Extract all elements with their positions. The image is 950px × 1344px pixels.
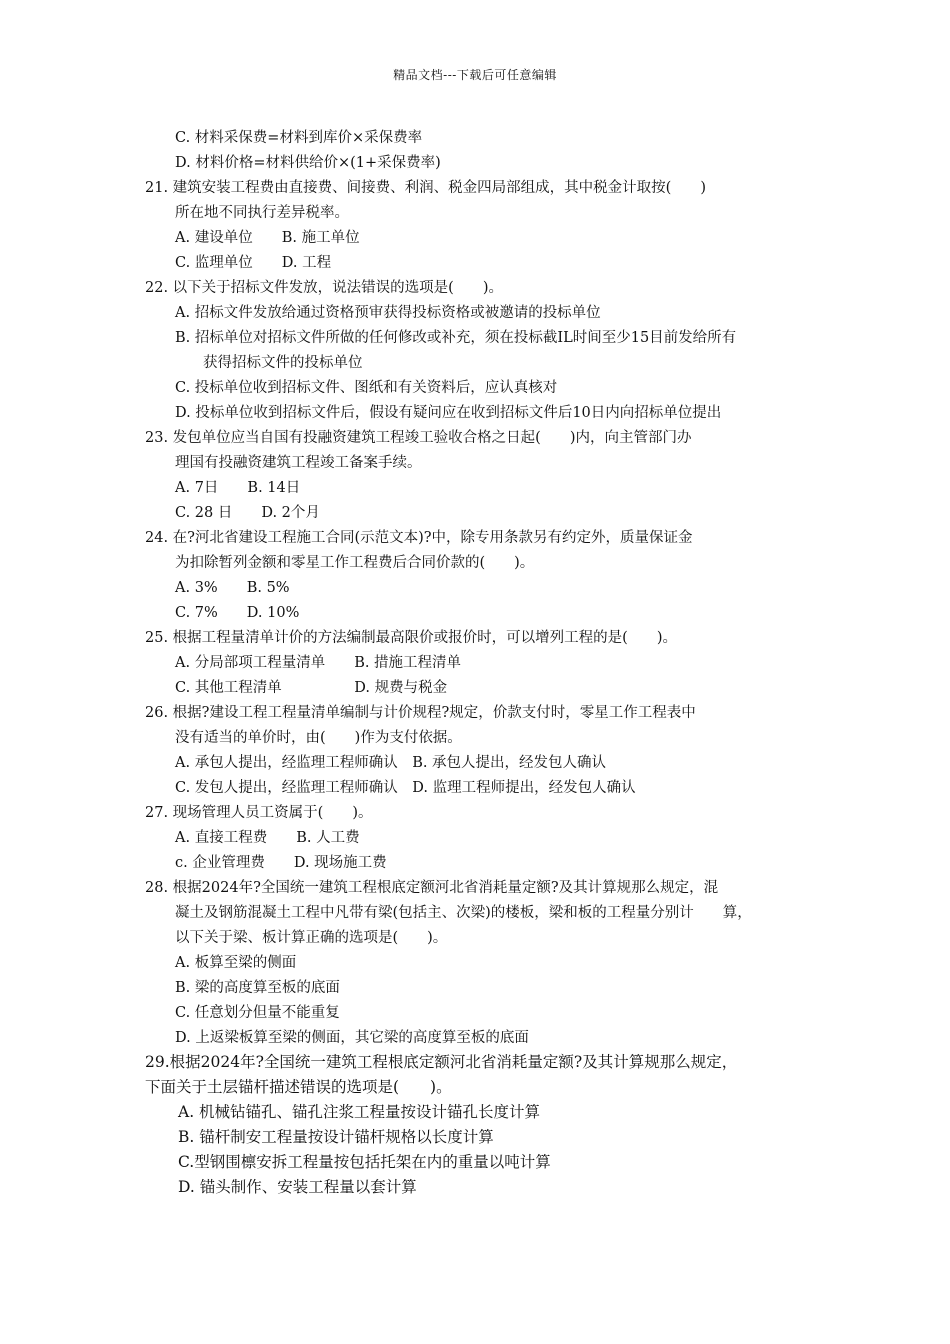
question-24: 24. 在?河北省建设工程施工合同(示范文本)?中，除专用条款另有约定外，质量保证金	[145, 530, 693, 546]
option-line: A. 承包人提出，经监理工程师确认 B. 承包人提出，经发包人确认	[175, 755, 607, 771]
question-21: 21. 建筑安装工程费由直接费、间接费、利润、税金四局部组成，其中税金计取按( )	[145, 180, 706, 196]
question-22: 22. 以下关于招标文件发放，说法错误的选项是( )。	[145, 280, 503, 296]
option-line: A. 板算至梁的侧面	[175, 955, 297, 971]
option-line: D. 上返梁板算至梁的侧面，其它梁的高度算至板的底面	[175, 1030, 529, 1046]
question-line: 没有适当的单价时，由( )作为支付依据。	[175, 730, 462, 746]
option-line: C. 28 日 D. 2个月	[175, 505, 320, 521]
question-line: 为扣除暂列金额和零星工作工程费后合同价款的( )。	[175, 555, 535, 571]
option-line: A. 直接工程费 B. 人工费	[175, 830, 360, 846]
option-line: D. 投标单位收到招标文件后，假设有疑问应在收到招标文件后10日内向招标单位提出	[175, 405, 722, 421]
question-line: 理国有投融资建筑工程竣工备案手续。	[175, 455, 422, 471]
question-28: 28. 根据2024年?全国统一建筑工程根底定额河北省消耗量定额?及其计算规那么规定，混	[145, 880, 719, 896]
option-line: C. 任意划分但量不能重复	[175, 1005, 340, 1021]
option-line: B. 锚杆制安工程量按设计锚杆规格以长度计算	[178, 1128, 494, 1146]
option-line: c. 企业管理费 D. 现场施工费	[175, 855, 387, 871]
option-line: C.型钢围檩安拆工程量按包括托架在内的重量以吨计算	[178, 1153, 551, 1171]
question-line: 所在地不同执行差异税率。	[175, 205, 349, 221]
option-line: C. 其他工程清单 D. 规费与税金	[175, 680, 448, 696]
question-line: 凝土及钢筋混凝土工程中凡带有梁(包括主、次梁)的楼板，梁和板的工程量分别计 算，	[175, 905, 752, 921]
question-25: 25. 根据工程量清单计价的方法编制最高限价或报价时，可以增列工程的是( )。	[145, 630, 677, 646]
option-line: A. 机械钻锚孔、锚孔注浆工程量按设计锚孔长度计算	[178, 1103, 541, 1121]
page-header: 精品文档---下载后可任意编辑	[393, 68, 557, 82]
option-line: C. 发包人提出，经监理工程师确认 D. 监理工程师提出，经发包人确认	[175, 780, 636, 796]
option-line: D. 锚头制作、安装工程量以套计算	[178, 1178, 417, 1196]
option-line: C. 投标单位收到招标文件、图纸和有关资料后，应认真核对	[175, 380, 558, 396]
question-23: 23. 发包单位应当自国有投融资建筑工程竣工验收合格之日起( )内，向主管部门办	[145, 430, 692, 446]
question-line: 下面关于土层锚杆描述错误的选项是( )。	[145, 1078, 452, 1096]
option-line: A. 3% B. 5%	[175, 580, 290, 596]
option-line: D. 材料价格=材料供给价×(1+采保费率)	[175, 155, 441, 171]
option-line: A. 建设单位 B. 施工单位	[175, 230, 360, 246]
option-line: C. 材料采保费=材料到库价×采保费率	[175, 130, 423, 146]
option-line: C. 监理单位 D. 工程	[175, 255, 332, 271]
option-line: B. 梁的高度算至板的底面	[175, 980, 340, 996]
option-line: 获得招标文件的投标单位	[203, 355, 363, 371]
option-line: C. 7% D. 10%	[175, 605, 300, 621]
option-line: A. 招标文件发放给通过资格预审获得投标资格或被邀请的投标单位	[175, 305, 601, 321]
option-line: A. 7日 B. 14日	[175, 480, 301, 496]
question-27: 27. 现场管理人员工资属于( )。	[145, 805, 373, 821]
question-line: 以下关于梁、板计算正确的选项是( )。	[175, 930, 448, 946]
option-line: B. 招标单位对招标文件所做的任何修改或补充，须在投标截IL时间至少15目前发给所有	[175, 330, 737, 346]
question-26: 26. 根据?建设工程工程量清单编制与计价规程?规定，价款支付时，零星工作工程表中	[145, 705, 696, 721]
question-29: 29.根据2024年?全国统一建筑工程根底定额河北省消耗量定额?及其计算规那么规定，	[145, 1053, 738, 1071]
option-line: A. 分局部项工程量清单 B. 措施工程清单	[175, 655, 462, 671]
